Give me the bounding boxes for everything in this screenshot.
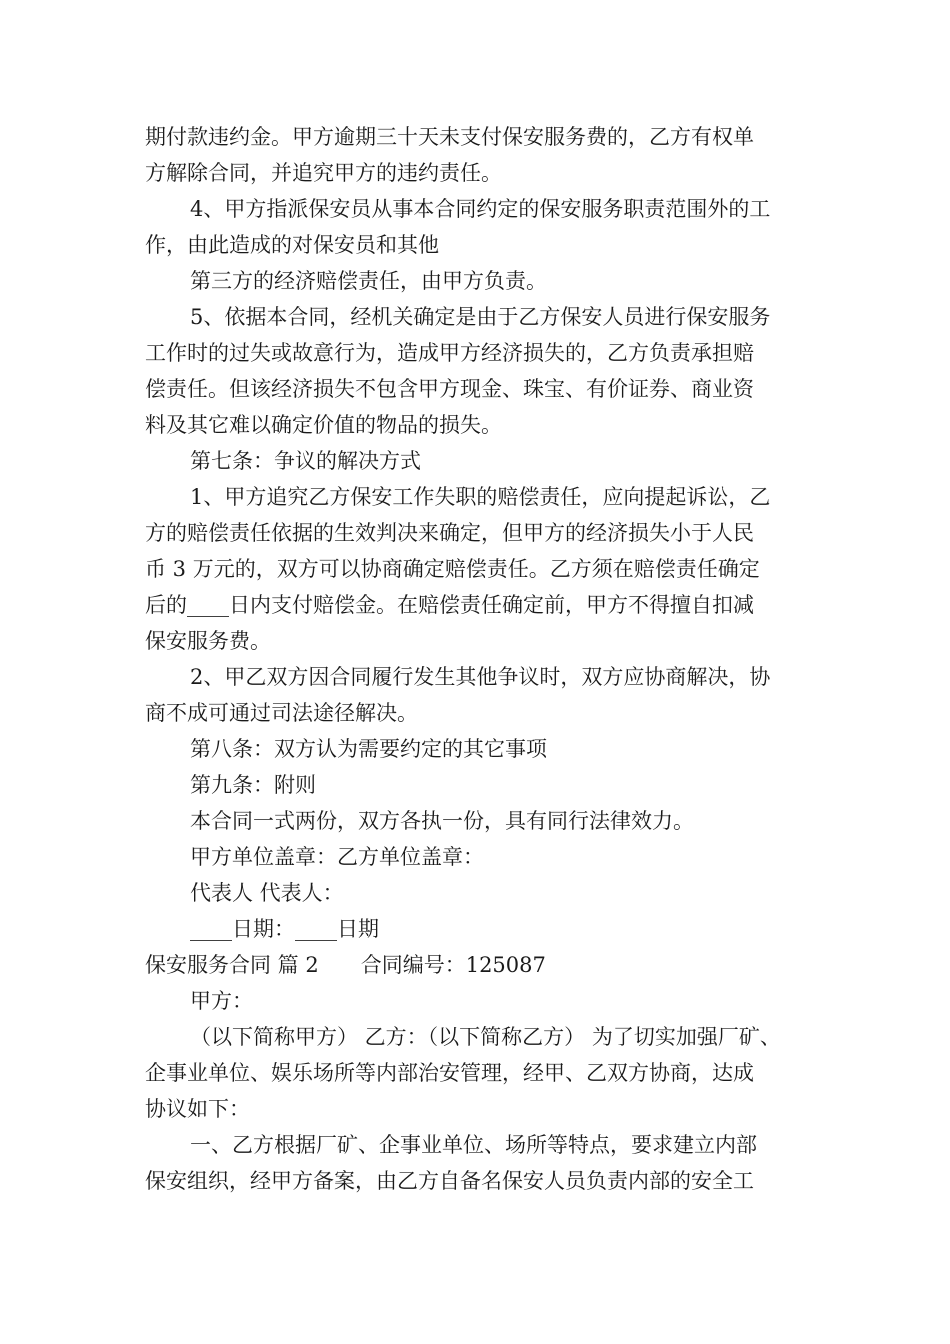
text-line: 一、乙方根据厂矿、企事业单位、场所等特点，要求建立内部: [190, 1133, 757, 1157]
text-line: 企事业单位、娱乐场所等内部治安管理，经甲、乙双方协商，达成: [145, 1061, 754, 1085]
text-line: 币 3 万元的，双方可以协商确定赔偿责任。乙方须在赔偿责任确定: [145, 557, 760, 581]
date-line: ____日期：____日期: [190, 917, 379, 941]
text-line: 保安组织，经甲方备案，由乙方自备名保安人员负责内部的安全工: [145, 1169, 754, 1193]
text-line: 本合同一式两份，双方各执一份，具有同行法律效力。: [190, 809, 694, 833]
text-line: 2、甲乙双方因合同履行发生其他争议时，双方应协商解决，协: [190, 665, 771, 689]
text-line: 1、甲方追究乙方保安工作失职的赔偿责任，应向提起诉讼，乙: [190, 485, 771, 509]
text-line: 工作时的过失或故意行为，造成甲方经济损失的，乙方负责承担赔: [145, 341, 754, 365]
text-line: 作，由此造成的对保安员和其他: [145, 233, 439, 257]
section-heading: 第七条：争议的解决方式: [190, 449, 421, 473]
text-line: 4、甲方指派保安员从事本合同约定的保安服务职责范围外的工: [190, 197, 771, 221]
party-a-label: 甲方：: [190, 989, 253, 1013]
text-line: 协议如下：: [145, 1097, 250, 1121]
text-line: 方的赔偿责任依据的生效判决来确定，但甲方的经济损失小于人民: [145, 521, 754, 545]
section-heading: 第九条：附则: [190, 773, 316, 797]
text-line: 商不成可通过司法途径解决。: [145, 701, 418, 725]
signature-line: 甲方单位盖章：乙方单位盖章：: [190, 845, 484, 869]
text-line: 保安服务费。: [145, 629, 271, 653]
text-line: 料及其它难以确定价值的物品的损失。: [145, 413, 502, 437]
text-line: 第三方的经济赔偿责任，由甲方负责。: [190, 269, 547, 293]
signature-line: 代表人 代表人：: [190, 881, 344, 905]
text-line: 5、依据本合同，经机关确定是由于乙方保安人员进行保安服务: [190, 305, 771, 329]
text-line: 后的____日内支付赔偿金。在赔偿责任确定前，甲方不得擅自扣减: [145, 593, 754, 617]
text-line: （以下简称甲方） 乙方：（以下简称乙方） 为了切实加强厂矿、: [190, 1025, 781, 1049]
text-line: 方解除合同，并追究甲方的违约责任。: [145, 161, 502, 185]
text-line: 期付款违约金。甲方逾期三十天未支付保安服务费的，乙方有权单: [145, 125, 754, 149]
contract-title: 保安服务合同 篇 2 合同编号：125087: [145, 953, 546, 977]
text-line: 偿责任。但该经济损失不包含甲方现金、珠宝、有价证券、商业资: [145, 377, 754, 401]
section-heading: 第八条：双方认为需要约定的其它事项: [190, 737, 547, 761]
